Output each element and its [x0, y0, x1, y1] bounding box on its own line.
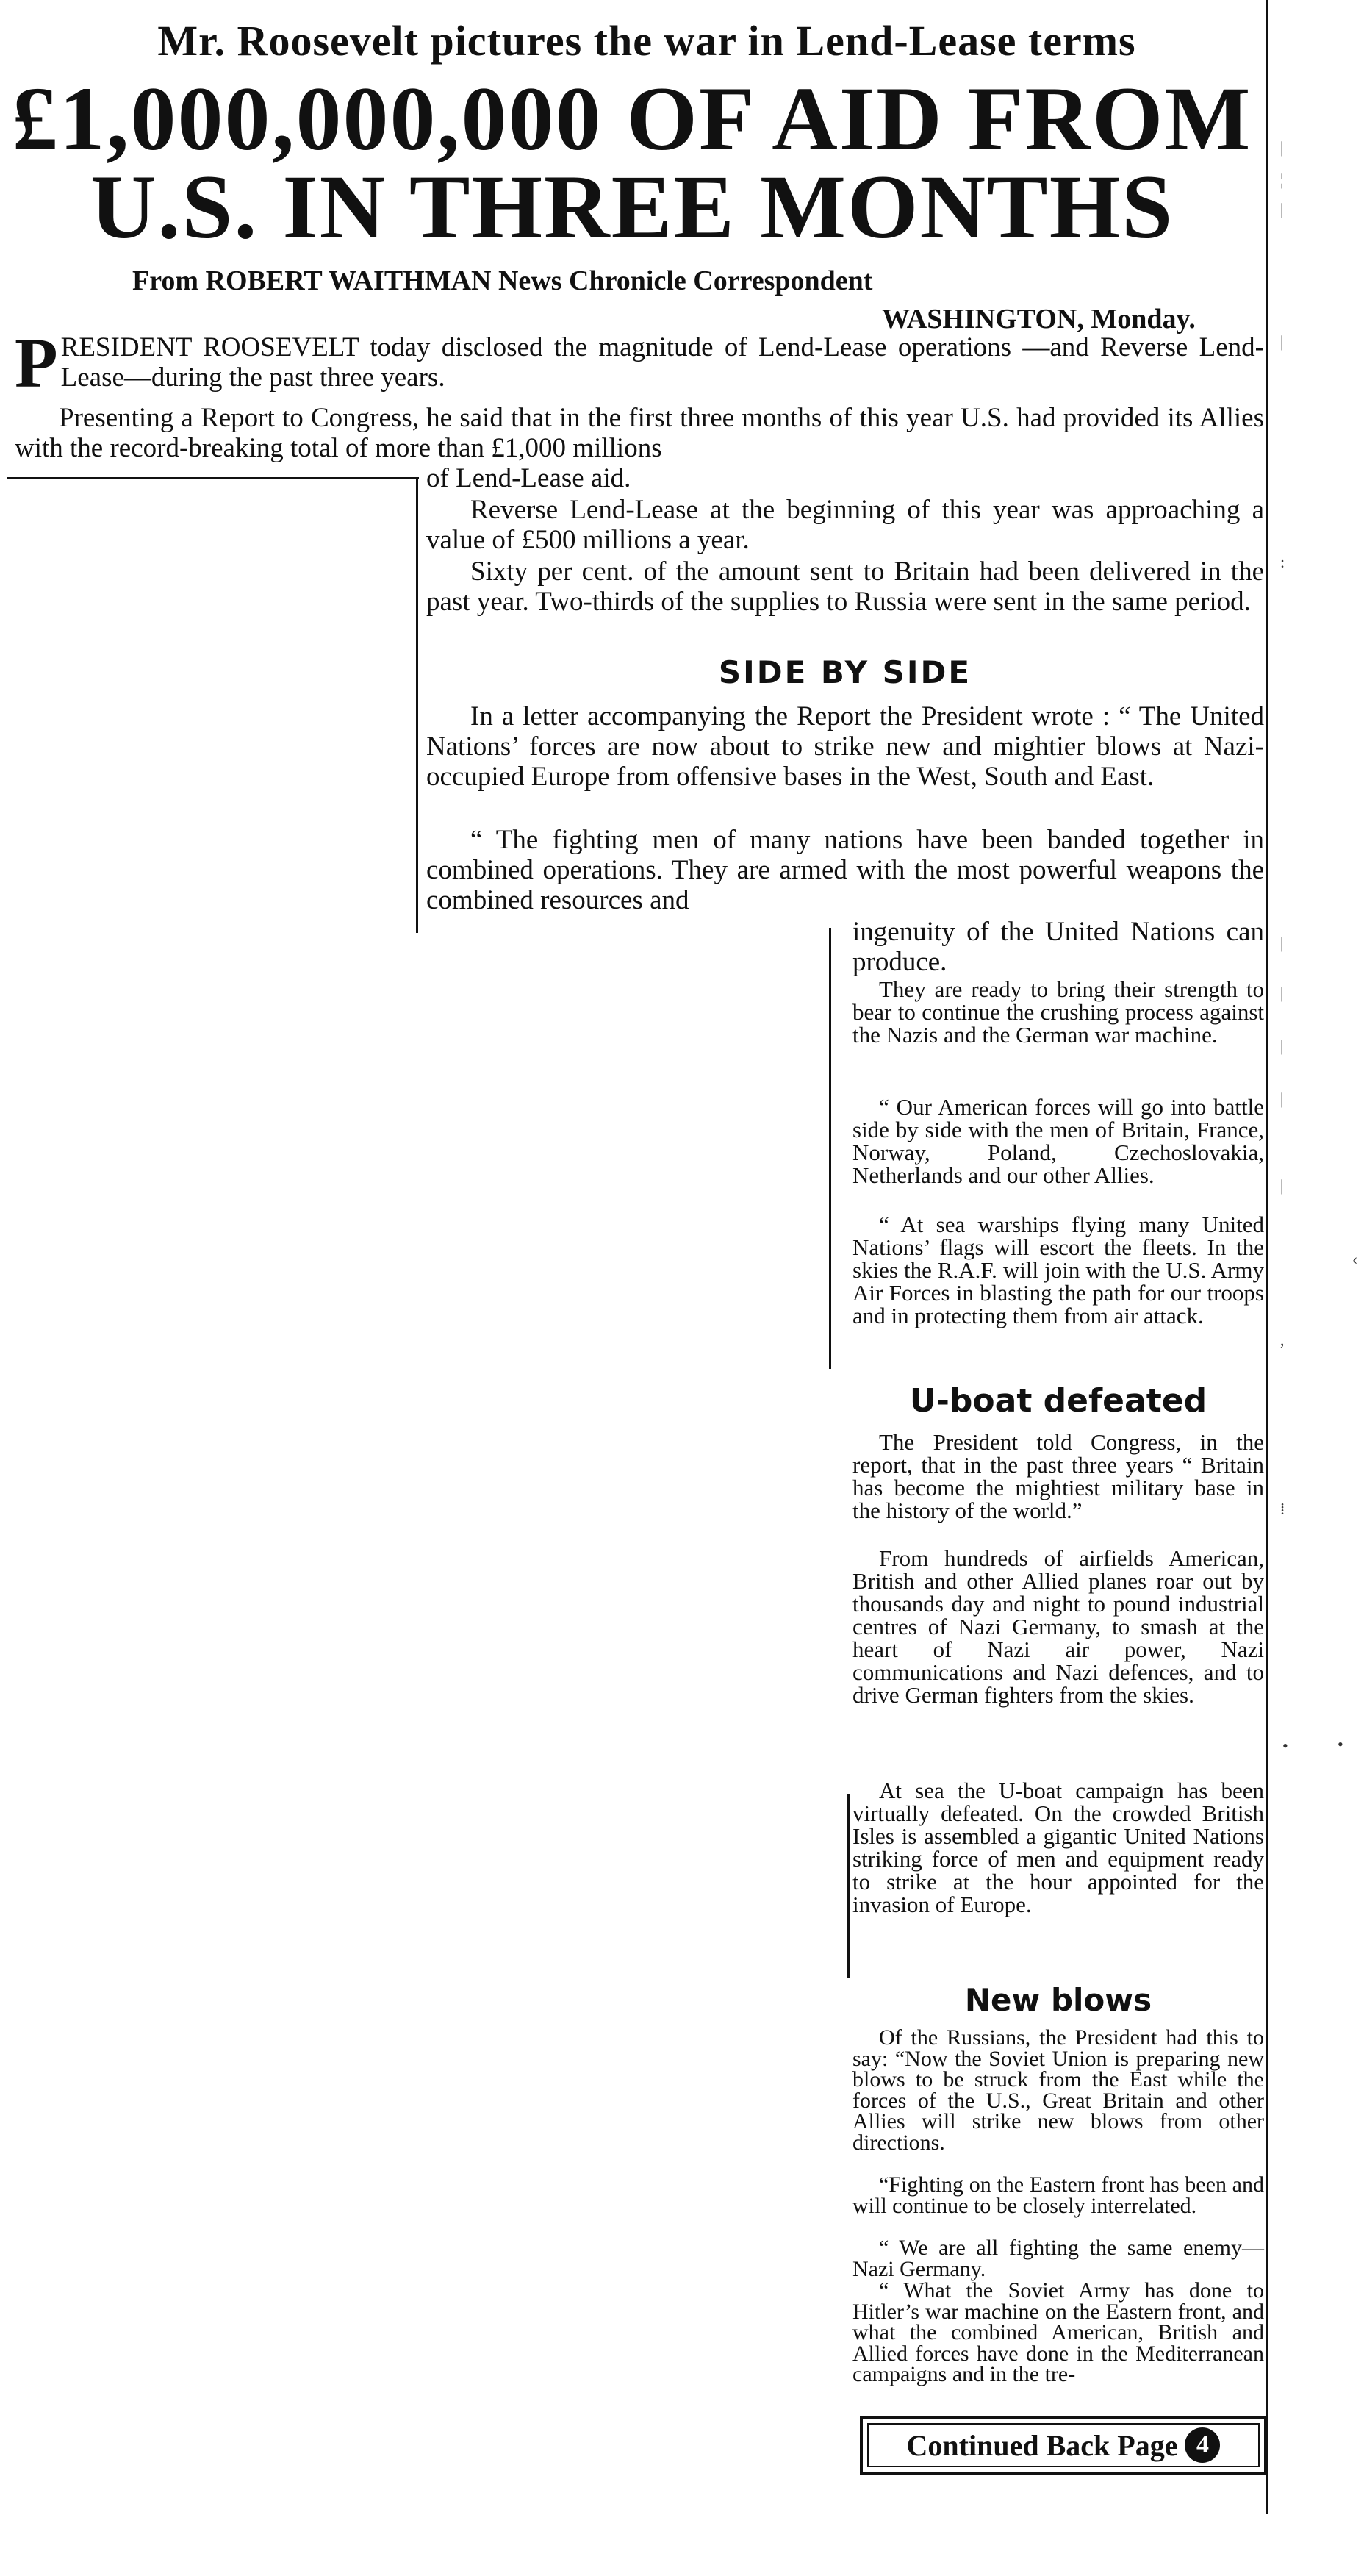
paragraph-eastern-front: “Fighting on the Eastern front has been and will continue to be closely interrelated. — [852, 2172, 1264, 2218]
paragraph-reverse-lend-lease: Reverse Lend-Lease at the beginning of this year was approaching a value of £500 millions a year. — [426, 495, 1264, 555]
paragraph-fighting-men: “ The fighting men of many nations have been banded together in combined operations. They are armed with the most powerful weapons the combined resources and — [426, 825, 1264, 915]
continued-label: Continued Back Page — [906, 2428, 1178, 2462]
continued-back-page-box — [860, 2416, 1267, 2475]
clipping-edge-rule — [1266, 0, 1268, 2514]
byline: From ROBERT WAITHMAN News Chronicle Correspondent — [132, 265, 873, 296]
main-headline-line-2: U.S. IN THREE MONTHS — [90, 157, 1174, 257]
subhead-new-blows: New blows — [964, 1982, 1152, 2018]
subhead-u-boat-defeated: U-boat defeated — [909, 1382, 1207, 1420]
paragraph-ready-to-bring: They are ready to bring their strength to bear to continue the crushing process against the Nazis and the German war machine. — [852, 976, 1264, 1048]
paragraph-hundreds-of-airfields: From hundreds of airfields American, British and other Allied planes roar out by thousands day and night to pound industrial centres of Nazi Germany, to smash at the heart of Nazi air power, Nazi communications and Nazi defences, and to drive German fighters from the skies. — [852, 1545, 1264, 1708]
paragraph-report-to-congress: Presenting a Report to Congress, he said that in the first three months of this year U.S. had provided its Allies with the record-breaking total of more than £1,000 millions — [15, 403, 1264, 463]
paragraph-warships: “ At sea warships flying many United Nations’ flags will escort the fleets. In the skies the R.A.F. will join with the U.S. Army Air Forces in blasting the path for our troops and in protecting them from air attack. — [852, 1212, 1264, 1328]
paragraph-president-told-congress: The President told Congress, in the report, that in the past three years “ Britain has become the mightiest military base in the history of the world.” — [852, 1429, 1264, 1523]
lead-paragraph — [15, 323, 1264, 402]
page-number-badge: 4 — [1185, 2427, 1220, 2463]
kicker-headline: Mr. Roosevelt pictures the war in Lend-Lease terms — [157, 17, 1136, 65]
subhead-side-by-side: SIDE BY SIDE — [718, 654, 972, 690]
column-rule-vertical-left — [416, 477, 418, 933]
paragraph-ingenuity: ingenuity of the United Nations can produce. — [852, 917, 1264, 977]
paragraph-report-to-congress-end: of Lend-Lease aid. — [426, 463, 631, 493]
paragraph-u-boat-campaign: At sea the U-boat campaign has been virtually defeated. On the crowded British Isles is assembled a gigantic United Nations striking force of men and equipment ready to strike at the hour appointed for the invasion of Europe. — [852, 1778, 1264, 1917]
paragraph-sixty-per-cent: Sixty per cent. of the amount sent to Britain had been delivered in the past year. Two-thirds of the supplies to Russia were sent in the same period. — [426, 557, 1264, 617]
paragraph-american-forces: “ Our American forces will go into battle side by side with the men of Britain, France, Norway, Poland, Czechoslovakia, Netherlands and our other Allies. — [852, 1094, 1264, 1188]
column-rule-vertical-narrow-2 — [847, 1794, 850, 1978]
paragraph-of-the-russians: Of the Russians, the President had this to say: “Now the Soviet Union is preparing new blows to be struck from the East while the forces of the U.S., Great Britain and other Allies will strike new blows from other directions. — [852, 2025, 1264, 2155]
dateline: WASHINGTON, Monday. — [882, 304, 1196, 334]
main-headline-line-1: £1,000,000,000 OF AID FROM — [12, 68, 1252, 169]
column-rule-horizontal — [7, 477, 419, 479]
column-rule-vertical-narrow — [829, 928, 831, 1369]
paragraph-same-enemy: “ We are all fighting the same enemy—Nazi Germany. — [852, 2236, 1264, 2281]
paragraph-soviet-army: “ What the Soviet Army has done to Hitler’s war machine on the Eastern front, and what the combined American, British and Allied forces have done in the Mediterranean campaigns and in the tre- — [852, 2278, 1264, 2386]
paragraph-letter-to-congress: In a letter accompanying the Report the President wrote : “ The United Nations’ forces are now about to strike new and mightier blows at Nazi-occupied Europe from offensive bases in the West, South and East. — [426, 701, 1264, 792]
lead-paragraph-text: RESIDENT ROOSEVELT today disclosed the magnitude of Lend-Lease operations —and Reverse Lend-Lease—during the past three years. — [60, 332, 1264, 393]
newspaper-clipping: Mr. Roosevelt pictures the war in Lend-Lease terms £1,000,000,000 OF AID FROM U.S. IN THREE MONTHS From ROBERT WAITHMAN News Chronicle Correspondent WASHINGTON, Monday. PRESIDENT ROOSEVELT today disclosed the magnitude of Lend-Lease operations —and Reverse Lend-Lease—during the past three years. Presenting a Report to Congress, he said that in the first three months of this year U.S. had provided its Allies with the record-breaking total of more than £1,000 millions of Lend-Lease aid. Reverse Lend-Lease at the beginning of this year was approaching a value of £500 millions a year. Sixty per cent. of the amount sent to Britain had been delivered in the past year. Two-thirds of the supplies to Russia were sent in the same period. SIDE BY SIDE In a letter accompanying the Report the President wrote : “ The United Nations’ forces are now about to strike new and mightier blows at Nazi-occupied Europe from offensive bases in the West, South and East. “ The fighting men of many nations have been banded together in combined operations. They are armed with the most powerful weapons the combined resources and ingenuity of the United Nations can produce. They are ready to bring their strength to bear to continue the crushing process against the Nazis and the German war machine. “ Our American forces will go into battle side by side with the men of Britain, France, Norway, Poland, Czechoslovakia, Netherlands and our other Allies. “ At sea warships flying many United Nations’ flags will escort the fleets. In the skies the R.A.F. will join with the U.S. Army Air Forces in blasting the path for our troops and in protecting them from air attack. U-boat defeated The President told Congress, in the report, that in the past three years “ Britain has become the mightiest military base in the history of the world.” From hundreds of airfields American, British and other Allied planes roar out by thousands day and night to pound industrial centres of Nazi Germany, to smash at the heart of Nazi air power, Nazi communications and Nazi defences, and to drive German fighters from the skies. At sea the U-boat campaign has been virtually defeated. On the crowded British Isles is assembled a gigantic United Nations striking force of men and equipment ready to strike at the hour appointed for the invasion of Europe. New blows Of the Russians, the President had this to say: “Now the Soviet Union is preparing new blows to be struck from the East while the forces of the U.S., Great Britain and other Allies will strike new blows from other directions. “Fighting on the Eastern front has been and will continue to be closely interrelated. “ We are all fighting the same enemy—Nazi Germany. “ What the Soviet Army has done to Hitler’s war machine on the Eastern front, and what the combined American, British and Allied forces have done in the Mediterranean campaigns and in the tre- Continued Back Page 4 | ¦ | | : | | | | | ‹ , ⁞ • • — [0, 0, 1364, 2576]
drop-cap: P — [15, 323, 58, 402]
